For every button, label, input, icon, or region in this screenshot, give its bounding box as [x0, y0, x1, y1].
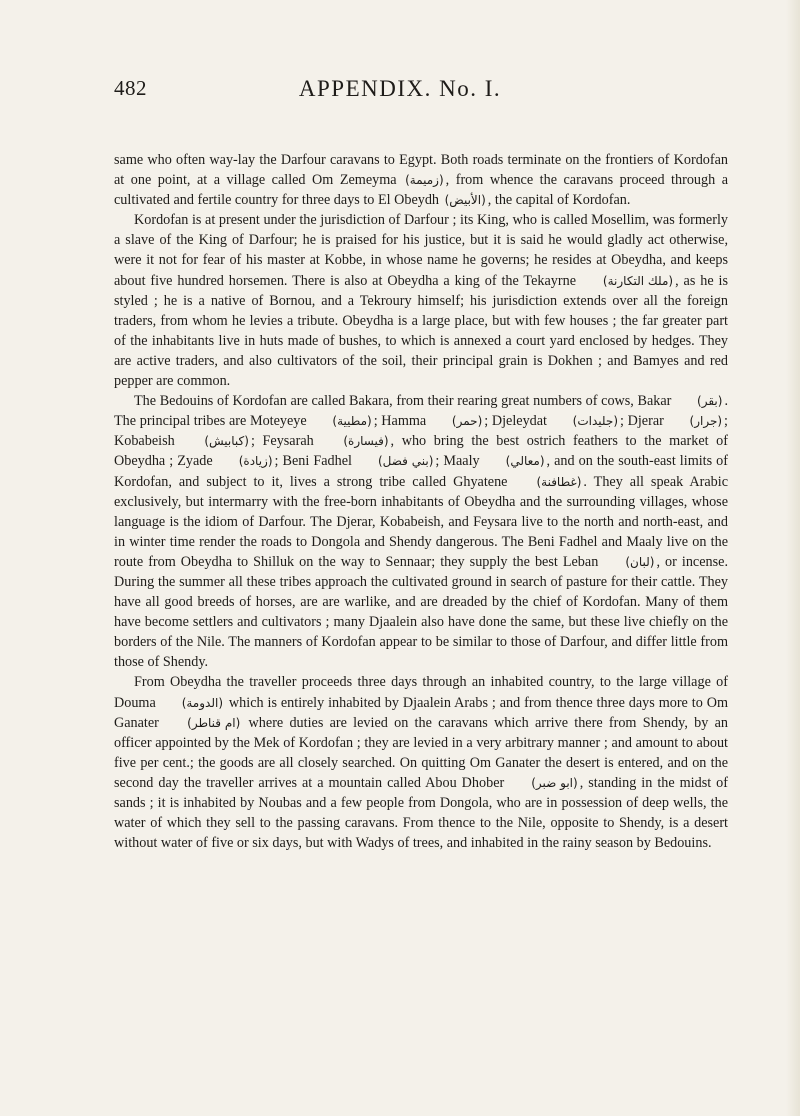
arabic-maaly: (معالي): [505, 454, 545, 469]
paragraph-4: From Obeydha the traveller proceeds three days through an inhabited country, to the large village of Douma (الدومة) which is entirely inhabited by Djaalein Arabs ; and from thence three days more to Om Ganater (ام قناطر) where duties are levied on the caravans which arrive there from Shendy, by an officer appointed by the Mek of Kordofan ; they are levied in a very arbitrary manner ; and amount to about five per cent.; the goods are all closely searched. On quitting Om Ganater the desert is entered, and on the second day the traveller arrives at a mountain called Abou Dhober (ابو ضبر) , standing in the midst of sands ; it is inhabited by Noubas and a few people from Dongola, who are in possession of deep wells, the water of which they sell to the passing caravans. From thence to the Nile, opposite to Shendy, is a desert without water of five or six days, but with Wadys of trees, and inhabited in the rainy season by Bedouins.: [114, 674, 728, 852]
arabic-tekayrne: (ملك التكارنة): [602, 273, 674, 288]
arabic-el-obeydh: (الأبيض): [444, 193, 486, 208]
page-edge-shadow: [786, 0, 800, 1116]
arabic-leban: (لبان): [625, 554, 655, 569]
paragraph-3: The Bedouins of Kordofan are called Bakara, from their rearing great numbers of cows, Bakar (بقر) . The principal tribes are Moteyeye (مطيية) ; Hamma (حمر) ; Djeleydat (جليدات) ; Djerar (جرار) ; Kobabeish (كبابيش) ; Feysarah (فيسارة) , who bring the best ostrich feathers to the market of Obeydha ; Zyade (زيادة) ; Beni Fadhel (بني فضل) ; Maaly (معالي) , and on the south-east limits of Kordofan, and subject to it, lives a strong tribe called Ghyatene (غطافنة) . They all speak Arabic exclusively, but intermarry with the free-born inhabitants of Obeydha and the surrounding villages, whose language is the idiom of Darfour. The Djerar, Kobabeish, and Feysara live to the north and north-east, and in winter time render the roads to Dongola and Shendy dangerous. The Beni Fadhel and Maaly live on the route from Obeydha to Shilluk on the way to Sennaar; they supply the best Leban (لبان) , or incense. During the summer all these tribes approach the cultivated ground in search of pasture for their cattle. They have all good breeds of horses, are are warlike, and are dreaded by the chief of Kordofan. Many of them have become settlers and cultivators ; many Djaalein also have done the same, but these live chiefly on the borders of the Nile. The manners of Kordofan appear to be similar to those of Darfour, and differ little from those of Shendy.: [114, 393, 729, 671]
arabic-zyade: (زيادة): [238, 454, 273, 469]
page-number: 482: [114, 76, 147, 100]
arabic-djeleydat: (جليدات): [572, 414, 618, 429]
page-header-title: APPENDIX. No. I.: [298, 76, 502, 101]
body-text: [114, 150, 728, 853]
arabic-beni-fadhel: (بني فضل): [377, 454, 434, 469]
arabic-moteyeye: (مطيية): [332, 414, 372, 429]
arabic-kobabeish: (كبابيش): [204, 434, 249, 449]
arabic-feysarah: (فيسارة): [343, 434, 389, 449]
arabic-douma: (الدومة): [181, 695, 224, 710]
arabic-ghyatene: (غطافنة): [536, 474, 582, 489]
arabic-om-ganater: (ام قناطر): [187, 715, 241, 730]
arabic-bakar: (بقر): [697, 394, 723, 409]
arabic-djerar: (جرار): [689, 414, 723, 429]
paragraph-2: Kordofan is at present under the jurisdiction of Darfour ; its King, who is called Mosellim, was formerly a slave of the King of Darfour; he is praised for his justice, but it is said he would gladly act otherwise, were it not for fear of his master at Kobbe, in whose name he governs; he resides at Obeydha, and keeps about five hundred horsemen. There is also at Obeydha a king of the Tekayrne (ملك التكارنة) , as he is styled ; he is a native of Bornou, and a Tekroury himself; his jurisdiction extends over all the foreign traders, from whom he levies a tribute. Obeydha is a large place, but with few houses ; the far greater part of the inhabitants live in huts made of bushes, to which is annexed a court yard enclosed by hedges. They are active traders, and also cultivators of the soil, their principal grain is Dokhen ; and Bamyes and red pepper are common.: [114, 212, 728, 390]
arabic-zemeyma: (زميمة): [405, 173, 444, 188]
arabic-abou-dhober: (ابو ضبر): [531, 775, 578, 790]
paragraph-1: same who often way-lay the Darfour caravans to Egypt. Both roads terminate on the frontiers of Kordofan at one point, at a village called Om Zemeyma (زميمة) , from whence the caravans proceed through a cultivated and fertile country for three days to El Obeydh (الأبيض) , the capital of Kordofan.: [114, 150, 728, 210]
arabic-hamma: (حمر): [451, 414, 483, 429]
running-head: [0, 76, 800, 108]
